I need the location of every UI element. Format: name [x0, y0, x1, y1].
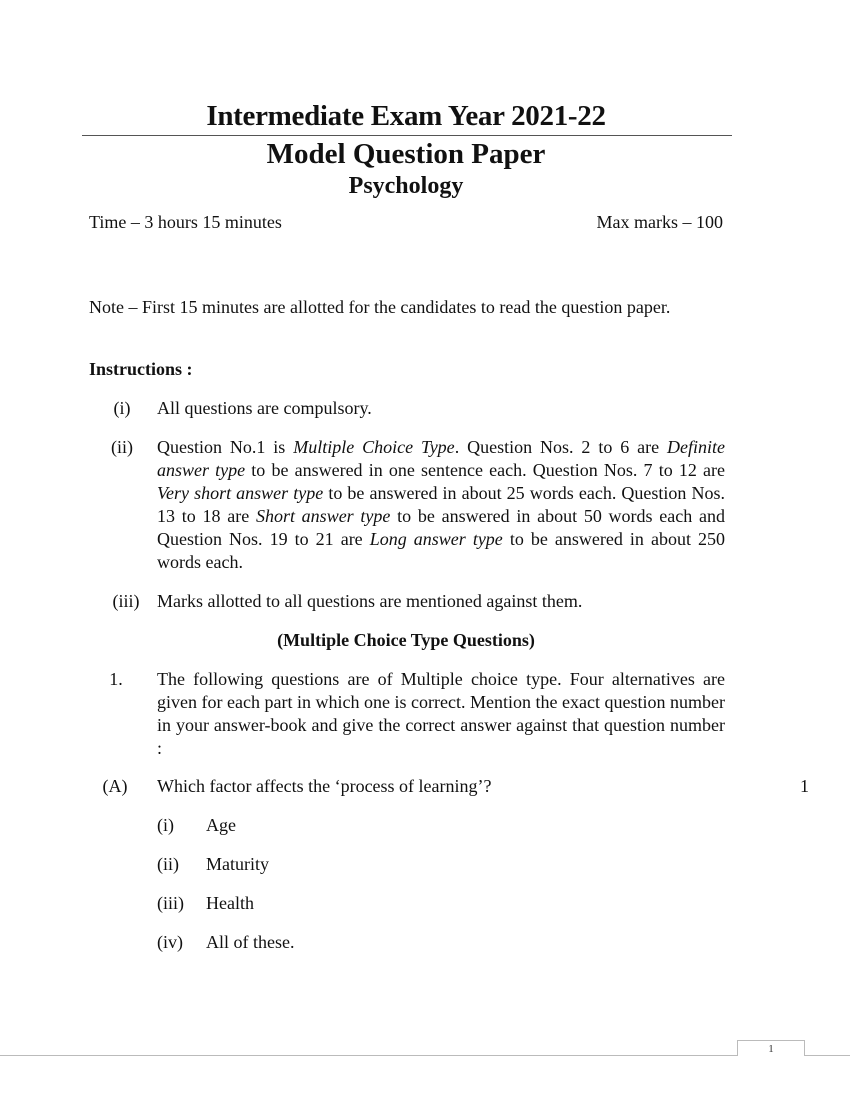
option-number: (i)	[157, 815, 174, 835]
instruction-number: (iii)	[112, 591, 140, 611]
instruction-segment: . Question Nos. 2 to 6 are	[454, 437, 668, 457]
option-text: All of these.	[206, 932, 295, 952]
option-text: Health	[206, 893, 254, 913]
note-text: Note – First 15 minutes are allotted for the candidates to read the question paper.	[89, 297, 671, 317]
option-number: (iv)	[157, 932, 183, 952]
question-text: Which factor affects the ‘process of learning’?	[157, 776, 492, 796]
max-marks-label: Max marks – 100	[596, 212, 723, 232]
option-number: (iii)	[157, 893, 184, 913]
instruction-italic-segment: Long answer type	[369, 529, 503, 549]
section-heading: (Multiple Choice Type Questions)	[277, 630, 535, 650]
option-text: Maturity	[206, 854, 269, 874]
instruction-number: (ii)	[111, 437, 133, 457]
option-number: (ii)	[157, 854, 179, 874]
instruction-italic-segment: Short answer type	[255, 506, 391, 526]
question-marks: 1	[800, 776, 809, 796]
instructions-heading: Instructions :	[89, 359, 193, 379]
instruction-text: All questions are compulsory.	[157, 398, 372, 418]
time-label: Time – 3 hours 15 minutes	[89, 212, 282, 232]
question-number: (A)	[102, 776, 128, 796]
instruction-segment: to be answered in about 50 words each and Question Nos. 19 to 21 are	[157, 506, 725, 549]
question-text: The following questions are of Multiple choice type. Four alternatives are given for each part in which one is correct. Mention the exact question number in your answer-book and give the correct answer against that question number :	[157, 669, 725, 758]
exam-title: Intermediate Exam Year 2021-22	[206, 100, 606, 132]
instruction-number: (i)	[113, 398, 131, 418]
subject-title: Psychology	[348, 173, 464, 199]
instruction-italic-segment: Very short answer type	[157, 483, 324, 503]
instruction-text-rich	[157, 436, 725, 574]
paper-title: Model Question Paper	[266, 138, 546, 170]
footer-rule	[0, 1055, 850, 1056]
instruction-text: Marks allotted to all questions are mentioned against them.	[157, 591, 583, 611]
instruction-segment: to be answered in one sentence each. Question Nos. 7 to 12 are	[245, 460, 725, 480]
instruction-italic-segment: Multiple Choice Type	[293, 437, 455, 457]
page-number: 1	[737, 1040, 805, 1056]
question-number: 1.	[109, 669, 123, 689]
instruction-segment: to be answered in about 250 words each.	[157, 529, 725, 572]
instruction-segment: Question No.1 is	[157, 437, 294, 457]
option-text: Age	[206, 815, 236, 835]
title-divider	[82, 135, 732, 136]
instruction-italic-segment: Definite answer type	[157, 437, 725, 480]
instruction-segment: to be answered in about 25 words each. Question Nos. 13 to 18 are	[157, 483, 725, 526]
